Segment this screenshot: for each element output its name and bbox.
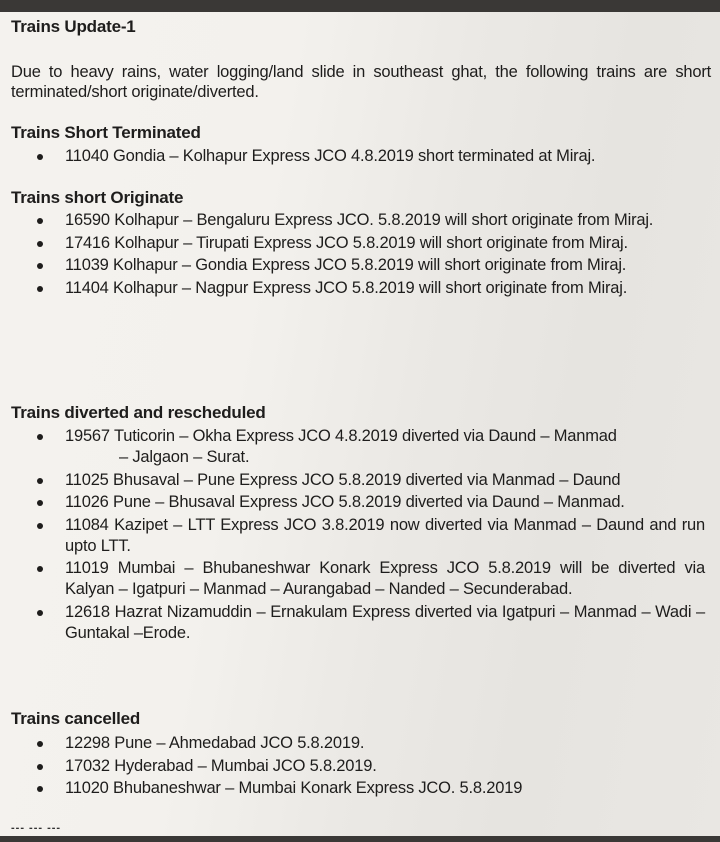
- bullet-icon: [37, 241, 43, 247]
- list-item: [0, 278, 705, 299]
- bullet-icon: [37, 478, 43, 484]
- list-item: [0, 255, 705, 276]
- bullet-icon: [37, 764, 43, 770]
- train-entry: 11026 Pune – Bhusaval Express JCO 5.8.2019 diverted via Daund – Manmad.: [65, 493, 625, 511]
- bullet-icon: [37, 434, 43, 440]
- train-entry: 11084 Kazipet – LTT Express JCO 3.8.2019 now diverted via Manmad – Daund and run upto LTT.: [65, 515, 705, 555]
- bullet-icon: [37, 286, 43, 292]
- bullet-icon: [37, 523, 43, 529]
- train-entry: 11040 Gondia – Kolhapur Express JCO 4.8.2019 short terminated at Miraj.: [65, 147, 596, 165]
- list-item: [0, 470, 705, 491]
- photo-border-top: [0, 0, 720, 12]
- list-short-terminated: [0, 146, 705, 169]
- train-entry: 11020 Bhubaneshwar – Mumbai Konark Express JCO. 5.8.2019: [65, 779, 523, 797]
- photo-border-bottom: [0, 836, 720, 842]
- section-heading-short-originate: Trains short Originate: [11, 188, 184, 207]
- bullet-icon: [37, 786, 43, 792]
- footer-separator: --- --- ---: [11, 822, 62, 834]
- bullet-icon: [37, 218, 43, 224]
- section-heading-short-terminated: Trains Short Terminated: [11, 123, 201, 142]
- bullet-icon: [37, 263, 43, 269]
- bullet-icon: [37, 741, 43, 747]
- list-item: [0, 515, 705, 557]
- train-entry: 11039 Kolhapur – Gondia Express JCO 5.8.2019 will short originate from Miraj.: [65, 256, 627, 274]
- train-entry: 17032 Hyderabad – Mumbai JCO 5.8.2019.: [65, 756, 377, 775]
- bullet-icon: [37, 154, 43, 160]
- bullet-icon: [37, 566, 43, 572]
- train-entry: 16590 Kolhapur – Bengaluru Express JCO. 5.8.2019 will short originate from Miraj.: [65, 211, 654, 229]
- train-entry: 11019 Mumbai – Bhubaneshwar Konark Express JCO 5.8.2019 will be diverted via Kalyan – Igatpuri – Manmad – Aurangabad – Nanded – Secunderabad.: [65, 559, 705, 598]
- list-item: [0, 492, 705, 513]
- list-item: [0, 233, 705, 254]
- list-diverted: [0, 426, 705, 645]
- train-entry: 11404 Kolhapur – Nagpur Express JCO 5.8.2019 will short originate from Miraj.: [65, 278, 628, 297]
- list-item: [0, 558, 705, 600]
- train-entry: 11025 Bhusaval – Pune Express JCO 5.8.2019 diverted via Manmad – Daund: [65, 470, 621, 489]
- list-item: [0, 146, 705, 167]
- intro-paragraph: Due to heavy rains, water logging/land slide in southeast ghat, the following trains are short terminated/short originate/diverted.: [11, 63, 711, 101]
- list-item: [0, 602, 705, 644]
- list-cancelled: [0, 733, 705, 801]
- train-entry: 12618 Hazrat Nizamuddin – Ernakulam Express diverted via Igatpuri – Manmad – Wadi – Guntakal –Erode.: [65, 602, 705, 642]
- train-entry: 12298 Pune – Ahmedabad JCO 5.8.2019.: [65, 734, 365, 752]
- printed-notice: [0, 12, 720, 836]
- train-entry: 17416 Kolhapur – Tirupati Express JCO 5.8.2019 will short originate from Miraj.: [65, 233, 628, 252]
- list-item: [0, 733, 705, 754]
- list-item: [0, 426, 705, 468]
- bullet-icon: [37, 610, 43, 616]
- document-title: Trains Update-1: [11, 17, 136, 36]
- list-item: [0, 778, 705, 799]
- train-entry-continuation: – Jalgaon – Surat.: [119, 448, 250, 466]
- list-item: [0, 210, 705, 231]
- section-heading-diverted: Trains diverted and rescheduled: [11, 403, 266, 422]
- list-item: [0, 756, 705, 777]
- section-heading-cancelled: Trains cancelled: [11, 709, 141, 728]
- train-entry: 19567 Tuticorin – Okha Express JCO 4.8.2019 diverted via Daund – Manmad: [65, 427, 617, 445]
- bullet-icon: [37, 500, 43, 506]
- list-short-originate: [0, 210, 705, 300]
